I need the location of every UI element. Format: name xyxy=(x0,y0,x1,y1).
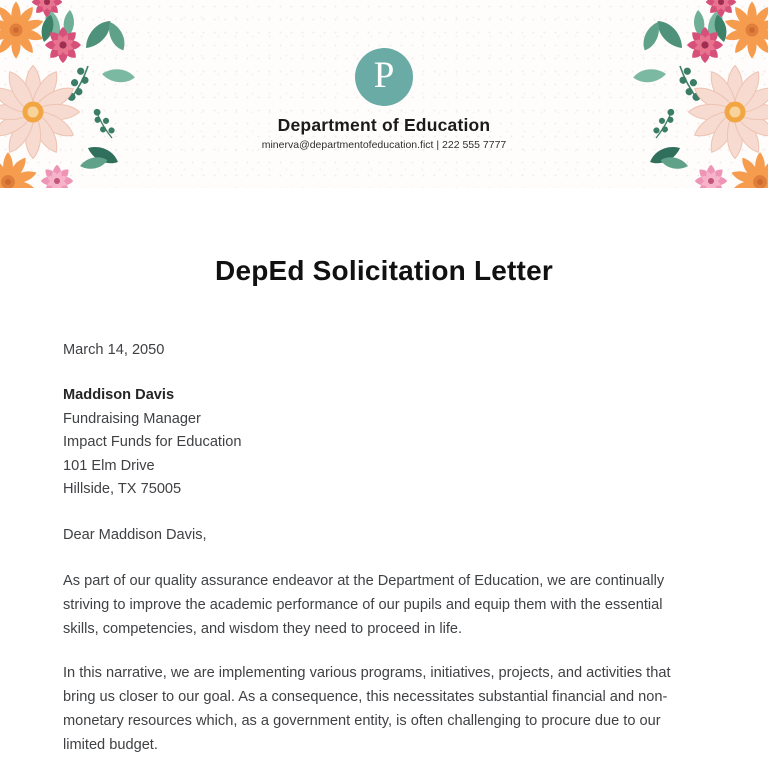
letter-content xyxy=(0,252,768,757)
letter-date: March 14, 2050 xyxy=(63,342,165,358)
salutation: Dear Maddison Davis, xyxy=(63,526,207,543)
document-title: DepEd Solicitation Letter xyxy=(215,255,553,286)
body-paragraph-1: As part of our quality assurance endeavor at the Department of Education, we are continually striving to improve the academic performance of our pupils and equip them with the essential skills, competencies, and wisdom they need to proceed in life. xyxy=(63,572,665,637)
recipient-city-state-zip: Hillside, TX 75005 xyxy=(63,481,182,497)
org-name: Department of Education xyxy=(277,115,491,135)
org-contact: minerva@departmentofeducation.fict | 222 555 7777 xyxy=(261,139,507,151)
org-brand-block xyxy=(0,0,768,151)
recipient-street: 101 Elm Drive xyxy=(63,457,155,474)
body-paragraph-2: In this narrative, we are implementing various programs, initiatives, projects, and activities that bring us closer to our goal. As a consequence, this necessitates substantial financial and non-monetary resources which, as a government entity, is often challenging to procure due to our limited budget. xyxy=(63,664,671,753)
recipient-block xyxy=(63,384,705,502)
recipient-organization: Impact Funds for Education xyxy=(63,434,242,450)
letterhead xyxy=(0,0,768,188)
recipient-job-title: Fundraising Manager xyxy=(63,410,201,427)
logo-monogram: P xyxy=(373,55,395,96)
recipient-name: Maddison Davis xyxy=(63,387,175,403)
org-logo-badge xyxy=(355,48,413,106)
